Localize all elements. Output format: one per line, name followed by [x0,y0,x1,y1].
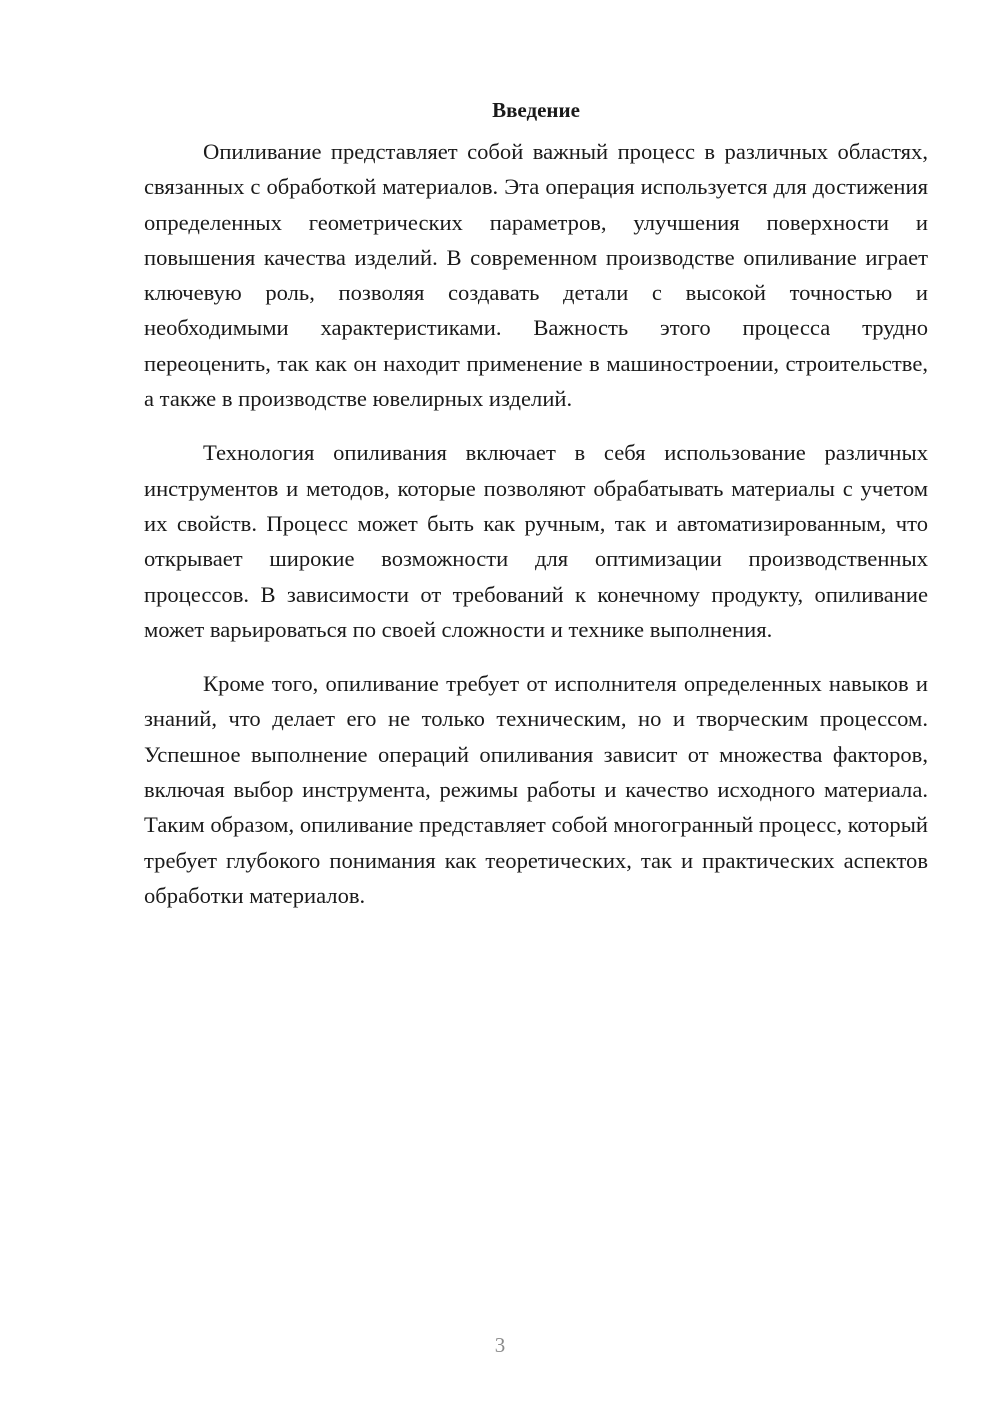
page-number: 3 [494,1333,506,1357]
paragraph-2: Технология опиливания включает в себя использование различных инструментов и методов, которые позволяют обрабатывать материалы с учетом их свойств. Процесс может быть как ручным, так и автоматизированным, что открывает широкие возможности для оптимизации производственных процессов. В зависимости от требований к конечному продукту, опиливание может варьироваться по своей сложности и технике выполнения. [144,440,928,642]
page-content [144,92,928,913]
paragraph-3: Кроме того, опиливание требует от исполнителя определенных навыков и знаний, что делает его не только техническим, но и творческим процессом. Успешное выполнение операций опиливания зависит от множества факторов, включая выбор инструмента, режимы работы и качество исходного материала. Таким образом, опиливание представляет собой многогранный процесс, который требует глубокого понимания как теоретических, так и практических аспектов обработки материалов. [144,671,928,908]
section-title: Введение [492,98,580,122]
paragraph-1: Опиливание представляет собой важный процесс в различных областях, связанных с обработкой материалов. Эта операция используется для достижения определенных геометрических параметров, улучшения поверхности и повышения качества изделий. В современном производстве опиливание играет ключевую роль, позволяя создавать детали с высокой точностью и необходимыми характеристиками. Важность этого процесса трудно переоценить, так как он находит применение в машиностроении, строительстве, а также в производстве ювелирных изделий. [144,139,928,412]
